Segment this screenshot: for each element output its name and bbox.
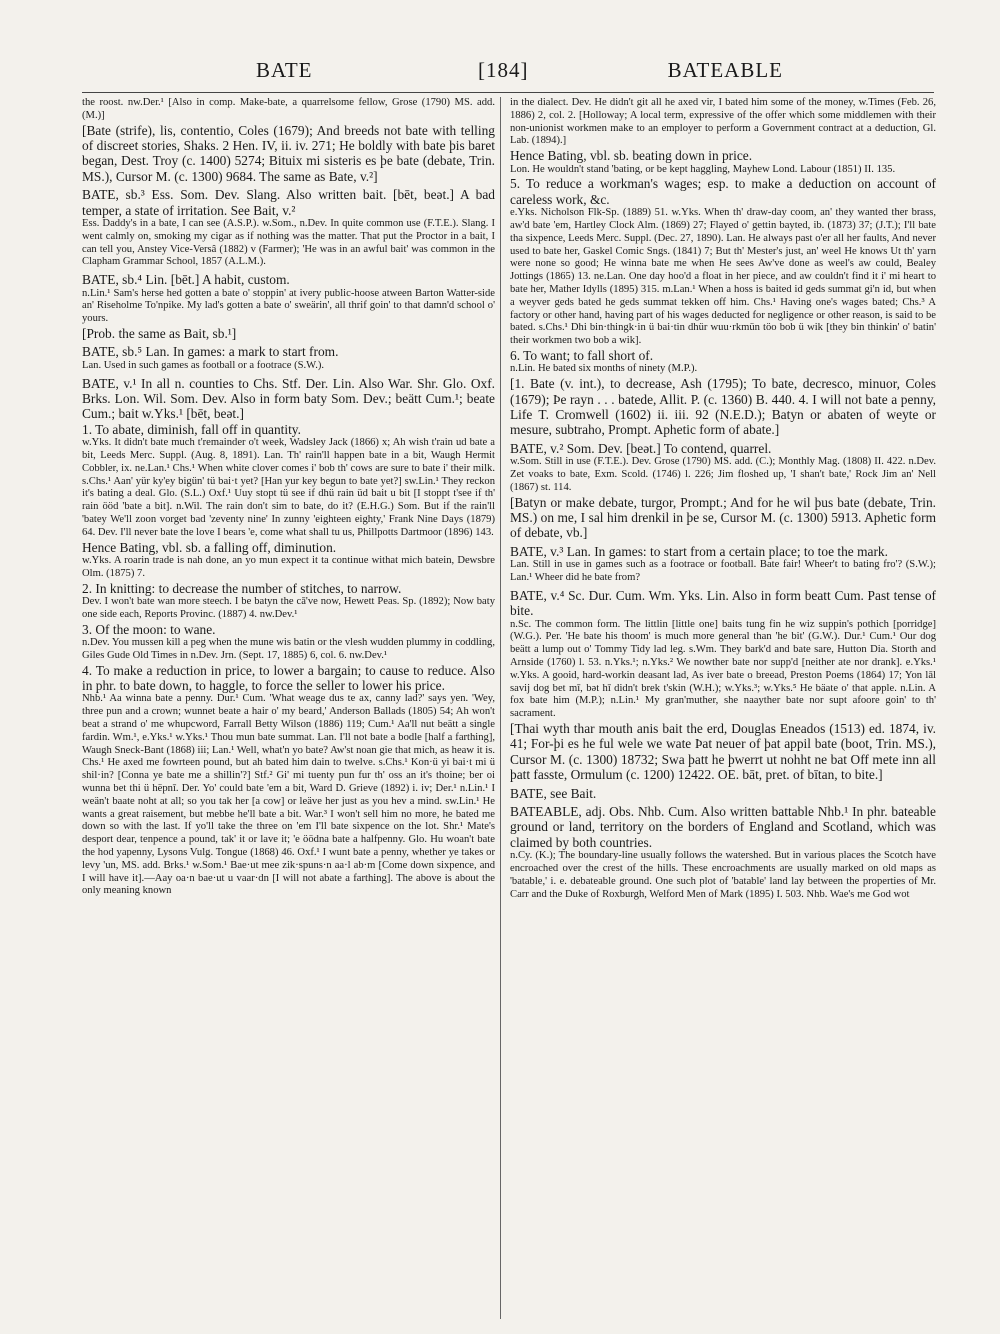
entry-citations: Ess. Daddy's in a bate, I can see (A.S.P.). w.Som., n.Dev. In quite common use (F.T.E.). Slang. I went calmly on, smoking my cigar as if nothing was the matter. That put the Proctor in a bait, I can tell you, Anstey Vice-Versâ (1882) v (Farmer); 'He was in an awful bait' was common in the Clapham Grammar School, 1857 (A.L.M.). xyxy=(82,218,495,268)
entry-citations: n.Lin.¹ Sam's herse hed gotten a bate o' stoppin' at ivery public-hoose atween Barton Watter-side an' Riseholme To'npike. My lad's gotten a bate o' sweärin', all thrif goin' to that damn'd school o' yours. xyxy=(82,287,495,325)
entry-citations: in the dialect. Dev. He didn't git all he axed vir, I bated him some of the money, w.Times (Feb. 26, 1886) 2, col. 2. [Holloway; A local term, expressive of the offer which some middlemen with their non-unionist workmen make to an employer to perform a Government contract at a deduction, Gl. Lab. (1894).] xyxy=(510,97,936,147)
header-right-headword: BATEABLE xyxy=(667,58,783,82)
entry-citations: Lan. Still in use in games such as a footrace or football. Bate fair! Wheer't to bating fro'? (S.W.); Lan.¹ Wheer did he bate from? xyxy=(510,559,936,584)
headword-entry: BATE, v.⁴ Sc. Dur. Cum. Wm. Yks. Lin. Also in form beatt Cum. Past tense of bite. xyxy=(510,587,936,619)
entry-citations: n.Dev. You mussen kill a peg when the mune wis batin or the vlesh wudden plummy in coddling, Giles Gude Old Times in n.Dev. Jrn. (Sept. 17, 1885) 6, col. 6. nw.Dev.¹ xyxy=(82,637,495,661)
entry-citations: w.Yks. A roarin trade is nah done, an yo mun expect it ta continue withat mich batein, Dewsbre Olm. (1875) 7. xyxy=(82,555,495,579)
entry-citations: w.Som. Still in use (F.T.E.). Dev. Grose (1790) MS. add. (C.); Monthly Mag. (1808) II. 422. n.Dev. Zet voaks to bate, Exm. Scold. (1746) l. 226; Jim floshed up, 'I shan't bate,' Rock Jim an' Nell (1867) st. 114. xyxy=(510,456,936,493)
entry-paragraph: the roost. nw.Der.¹ [Also in comp. Make-bate, a quarrelsome fellow, Grose (1790) MS. add. (M.)] xyxy=(82,97,495,121)
headword-entry: BATE, v.¹ In all n. counties to Chs. Stf. Der. Lin. Also War. Shr. Glo. Oxf. Brks. Lon. Wil. Som. Dev. Also in form baty Som. Dev.; beätt Cum.¹; beate Cum.; bait w.Yks.¹ [bēt, beət.] xyxy=(82,375,495,422)
etymology-note: [Prob. the same as Bait, sb.¹] xyxy=(82,326,237,342)
headword-entry: BATE, v.³ Lan. In games: to start from a certain place; to toe the mark. xyxy=(510,543,888,559)
entry-citations: Lon. He wouldn't stand 'bating, or be kept haggling, Mayhew Lond. Labour (1851) II. 135. xyxy=(510,163,896,175)
etymology-note: [Thai wyth thar mouth anis bait the erd, Douglas Eneados (1513) ed. 1874, iv. 41; For-þi es he ful wele we wate Þat neuer of þat appil bate (boot, Trin. MS.), Cursor M. (c. 1300) 18732; Swa þatt he þwerrt ut nohht ne bat Off mete inn all þatt fasste, Ormulum (c. 1200) 12422. OE. bāt, pret. of bītan, to bite.] xyxy=(510,721,936,783)
entry-citations: w.Yks. It didn't bate much t'remainder o't week, Wadsley Jack (1866) x; Ah wish t'rain ud bate a bit, Leeds Merc. Suppl. (Aug. 8, 1891). Lan. Th' rain'll happen bate in a bit, Waugh Hermit Cobbler, ix. ne.Lan.¹ Chs.¹ When white clover comes i' bob th' cows are sure to bate i' their milk. s.Chs.¹ Aan' yür ky'ey bigün' tü bai·t yet? [Han yur key begun to bate yet?] sw.Lin.¹ They reckon it's bating a deal. Glo. (S.L.) Oxf.¹ Uuy stopt tü see if dhü rain üd bait u bit [I stoppt t'see if th' rain ööd 'bate a bit]. n.Wil. The rain don't sim to bate, do it? (E.H.G.) Som. But if the rain'll 'batey We'll zoon vorget bad 'zeventy nine' In zunny 'eighteen eighty,' Frank Nine Days (1879) 64. Dev. I'll never bate the love I bears 'e, come what shall tu us, Phillpotts Dartmoor (1896) 143. xyxy=(82,437,495,538)
entry-citations: n.Cy. (K.); The boundary-line usually follows the watershed. But in various places the Scotch have encroached over the crest of the hills. These encroachments are usually marked on old maps as 'batable,' i. e. debateable ground. One such plot of 'batable' land lay between the properties of Mr. Carr and the Duke of Roxburgh, Welford Men of Mark (1895) I. 503. Nhb. Wae's me God wot xyxy=(510,850,936,900)
headword-entry: BATEABLE, adj. Obs. Nhb. Cum. Also written battable Nhb.¹ In phr. bateable ground or land, territory on the borders of England and Scotland, which was claimed by both countries. xyxy=(510,804,936,850)
etymology-note: [Batyn or make debate, turgor, Prompt.; And for he wil þus bate (debate, Trin. MS.) on me, I sal him drenkil in þe se, Cursor M. (c. 1300) 5913. Aphetic form of debate, vb.] xyxy=(510,494,936,541)
sense-heading: 2. In knitting: to decrease the number of stitches, to narrow. xyxy=(82,580,402,596)
entry-citations: Dev. I won't bate wan more steech. I be batyn the cā've now, Hewett Peas. Sp. (1892); Now baty one side each, Reports Provinc. (1887) 4. nw.Dev.¹ xyxy=(82,596,495,620)
headword-entry: BATE, sb.³ Ess. Som. Dev. Slang. Also written bait. [bēt, beət.] A bad temper, a state of irritation. See Bait, v.² xyxy=(82,187,495,218)
derivative-heading: Hence Bating, vbl. sb. beating down in price. xyxy=(510,148,753,164)
headword-entry: BATE, see Bait. xyxy=(510,785,597,801)
entry-citations: e.Yks. Nicholson Flk-Sp. (1889) 51. w.Yks. When th' draw-day coom, an' they wanted ther brass, aw'd bate 'em, Hartley Clock Alm. (1869) 27; Flayed o' gettin bayted, ib. (1873) 37; (J.T.); I'll bate tha sixpence, Leeds Merc. Suppl. (Dec. 27, 1890). Lan. He always past o'er all her faults, And never used to bate her, Gaskel Comic Sngs. (1841) 7; But th' Mester's just, an' weel He knows Ut th' yarn were none so good; He winna bate me when He sees Aw've done as weel's aw could, Bealey Jottings (1865) 13. ne.Lan. One day hoo'd a float in her piece, and aw couldn't find it i' mi heart to bate her, Mather Idylls (1895) 315. m.Lan.¹ When a hoss is baited id geds summat gi'n id, but when a weyver geds bated he geds summat tekken off him. Chs.¹ Having one's wages bated; Chs.³ A factory or other hand, having part of his wages deducted for negligence or other reason, is said to be bated. s.Chs.¹ Dhi bin·thingk·in ü bai·tin dhür wuu·rkmün töo bob ü wik [they bin thinkin' o' batin' their workmen two bob a wik]. xyxy=(510,207,936,347)
sense-heading: 3. Of the moon: to wane. xyxy=(82,621,216,637)
sense-heading: 5. To reduce a workman's wages; esp. to make a deduction on account of careless work, &c. xyxy=(510,176,936,207)
running-header xyxy=(88,58,933,86)
entry-paragraph: [Bate (strife), lis, contentio, Coles (1679); And breeds not bate with telling of discreet stories, Shaks. 2 Hen. IV, ii. iv. 271; He boldly with bate þis baret began, Dest. Troy (c. 1400) 5274; Bituix mi sisteris es þe bate (debate, Trin. MS.), Cursor M. (c. 1300) 9684. The same as Bate, v.²] xyxy=(82,122,495,184)
sense-heading: 4. To make a reduction in price, to lower a bargain; to cause to reduce. Also in phr. to bate down, to haggle, to force the seller to lower his price. xyxy=(82,662,495,694)
column-divider xyxy=(500,97,501,1319)
right-column xyxy=(510,97,936,1319)
left-column xyxy=(82,97,495,1319)
header-rule xyxy=(82,92,934,93)
sense-heading: 1. To abate, diminish, fall off in quantity. xyxy=(82,421,301,437)
entry-citations: n.Sc. The common form. The littlin [little one] baits tung fin he wiz suppin's pothich [porridge] (W.G.). Per. 'He bate his thoom' is much more general than 'he bit' (G.W.). Dur.¹ Cum.¹ Our dog beätt a lump out o' Tommy Tidy lad leg. s.Wm. They bark'd and bate sare, Hutton Dia. Storth and Arnside (1760) l. 53. n.Yks.¹; n.Yks.² We nowther bate nor supp'd [neither ate nor drank]. e.Yks.¹ w.Yks. A gooid, hard-workin deasant lad, As iver bate o breead, Preston Poems (1864) 17; Yon lāl savij dog bet mī, bət hī didn't brek t'skin (W.H.); w.Yks.³; w.Yks.⁵ He bäate o' that apple. n.Lin. A fox bate him (M.P.); n.Lin.¹ My gran'muther, she naayther bate nor supt afoore goin' to th' sacrament. xyxy=(510,618,936,720)
headword-entry: BATE, v.² Som. Dev. [beət.] To contend, quarrel. xyxy=(510,440,772,456)
entry-citations: n.Lin. He bated six months of ninety (M.P.). xyxy=(510,363,698,375)
entry-citations: Nhb.¹ Aa winna bate a penny. Dur.¹ Cum. 'What weage dus te ax, canny lad?' says yen. 'Wey, three pun and a crown; wunnet beate a hair o' my beard,' Anderson Ballads (1805) 54; Ah won't beat a strand o' me whupcword, Farrall Betty Wilson (1886) 119; Cum.¹ Aa'll nut beätt a single fardin. Wm.¹, e.Yks.¹ w.Yks.¹ Thou mun bate summat. Lan. I'll not bate a bodle [half a farthing], Waugh Sneck-Bant (1868) iii; Lan.¹ Well, what'n yo bate? Aw'st noan gie that mich, as heaw it is. Chs.¹ He axed me fowrteen pound, but ah bated him dain to twelve. s.Chs.¹ Kon·ü yi bai·t mi ü shil·in? [Conna ye bate me a shillin'?] Stf.² Gi' mi tuenty pun fur th' oss an it's thoine; ber oi wunna bet thi ü hëpnī. Der. Yo' could bate 'em a bit, Ward D. Grieve (1892) i. iv; Der.¹ n.Lin.¹ I weän't baate noht at all; so you tak her [a cow] or leäve her just as you hev a mind. sw.Lin.¹ He wants a great raisement, but mebbe he'll bate a bit. War.³ I won't sell him no more, he bated me down so with the last. If yo'll take the three on 'em I'll bate sixpence on the lot. Shr.¹ Mate's desport dear, tenpence a pound, tak' it or lave it; 'e öödna bate a halfpenny. Glo. Hu woan't bate the hod yapenny, Lysons Vulg. Tongue (1868) 46. Oxf.¹ I wunt bate a penny, whether ye takes or levy 'un, MS. add. Brks.¹ w.Som.¹ Bae·ut mee zik·spuns·n aa·l ab·m [Come down sixpence, and I will have it].—Aay oa·n bae·ut u vaar·dn [I will not abate a farthing]. The above is about the only meaning known xyxy=(82,693,495,897)
sense-heading: 6. To want; to fall short of. xyxy=(510,347,654,363)
headword-entry: BATE, sb.⁵ Lan. In games: a mark to start from. xyxy=(82,344,339,360)
header-left-headword: BATE xyxy=(256,58,313,82)
derivative-heading: Hence Bating, vbl. sb. a falling off, diminution. xyxy=(82,539,337,555)
headword-entry: BATE, sb.⁴ Lin. [bēt.] A habit, custom. xyxy=(82,272,290,288)
entry-citations: Lan. Used in such games as football or a footrace (S.W.). xyxy=(82,359,325,371)
page-number: [184] xyxy=(478,58,529,82)
etymology-note: [1. Bate (v. int.), to decrease, Ash (1795); To bate, decresco, minuor, Coles (1679); Þe rayn . . . batede, Allit. P. (c. 1360) B. 440. 4. I will not bate a penny, Life T. Cromwell (1602) ii. iii. 92 (N.E.D.); Batyn or abaten of weyte or mesure, subtraho, Prompt. Aphetic form of abate.] xyxy=(510,376,936,438)
